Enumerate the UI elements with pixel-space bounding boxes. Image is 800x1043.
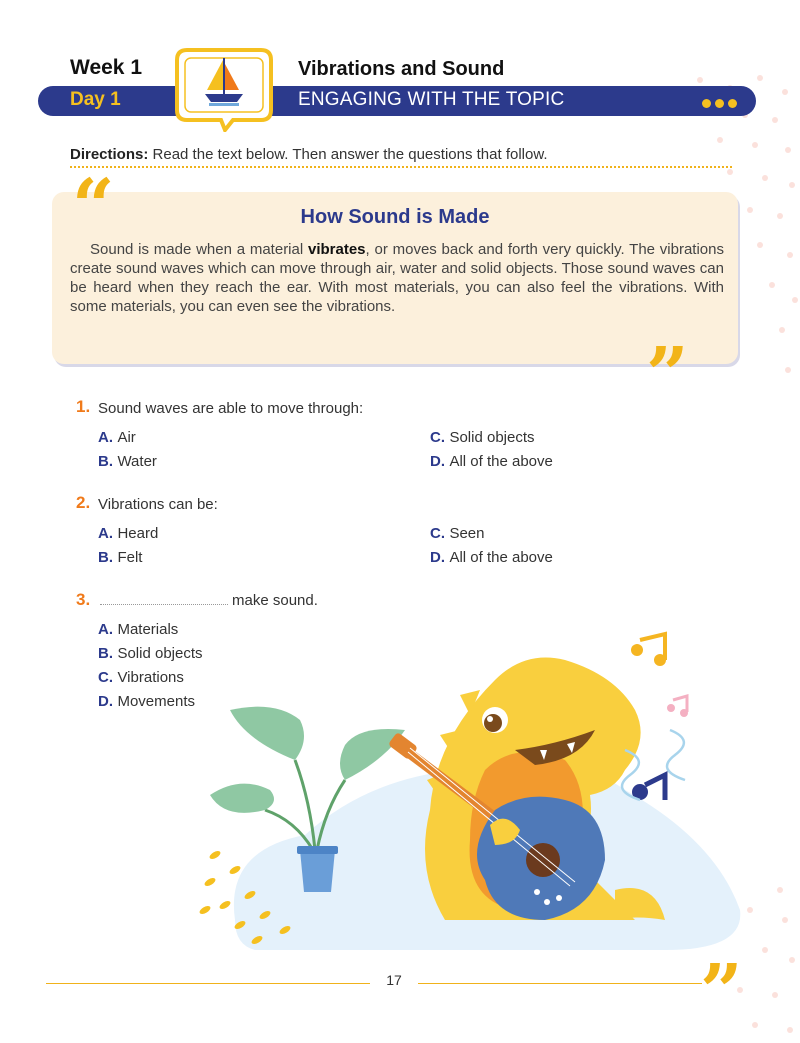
quote-close-icon: ” <box>700 949 743 1035</box>
page-number: 17 <box>386 972 402 988</box>
week-label: Week 1 <box>70 56 142 79</box>
question-2-number: 2. <box>76 493 91 512</box>
question-1-option-a[interactable]: A. Air <box>98 429 136 446</box>
topic-title: Vibrations and Sound <box>298 58 505 80</box>
answer-blank[interactable] <box>100 604 228 605</box>
day-label: Day 1 <box>70 89 121 110</box>
question-1-text: Sound waves are able to move through: <box>98 400 364 417</box>
section-label: ENGAGING WITH THE TOPIC <box>298 89 565 110</box>
directions-label: Directions: <box>70 146 149 163</box>
sailboat-logo-icon <box>173 46 275 132</box>
reading-title: How Sound is Made <box>300 206 490 228</box>
question-1-option-d[interactable]: D. All of the above <box>430 453 553 470</box>
question-1-option-c[interactable]: C. Solid objects <box>430 429 535 446</box>
question-2-option-a[interactable]: A. Heard <box>98 525 159 542</box>
question-3-option-b[interactable]: B. Solid objects <box>98 645 203 662</box>
footer-line-left <box>46 983 370 984</box>
directions-text: Read the text below. Then answer the questions that follow. <box>152 146 548 163</box>
question-3-text: make sound. <box>232 592 318 609</box>
dinosaur-guitar-illustration <box>195 620 765 960</box>
question-3-option-c[interactable]: C. Vibrations <box>98 669 184 686</box>
footer-line-right <box>418 983 702 984</box>
question-1-option-b[interactable]: B. Water <box>98 453 157 470</box>
quote-close-icon: ” <box>646 332 689 418</box>
reading-text: Sound is made when a material vibrates, or moves back and forth very quickly. The vibrations create sound waves which can move through air, water and solid objects. Those sound waves can be heard when they reach the ear. With most materials, you can also feel the vibrations. With some materials, you can even see the vibrations. <box>70 241 724 315</box>
question-2-text: Vibrations can be: <box>98 496 218 513</box>
divider <box>70 166 732 168</box>
question-3-option-d[interactable]: D. Movements <box>98 693 195 710</box>
question-3-number: 3. <box>76 590 91 609</box>
directions <box>70 146 548 163</box>
question-2-option-b[interactable]: B. Felt <box>98 549 143 566</box>
question-2-option-d[interactable]: D. All of the above <box>430 549 553 566</box>
vocab-word: vibrates <box>307 241 366 258</box>
question-1-number: 1. <box>76 397 91 416</box>
question-2-option-c[interactable]: C. Seen <box>430 525 485 542</box>
quote-open-icon: “ <box>72 164 115 250</box>
music-note-icon <box>631 634 688 800</box>
banner-dots-icon <box>702 95 741 113</box>
question-3-option-a[interactable]: A. Materials <box>98 621 179 638</box>
